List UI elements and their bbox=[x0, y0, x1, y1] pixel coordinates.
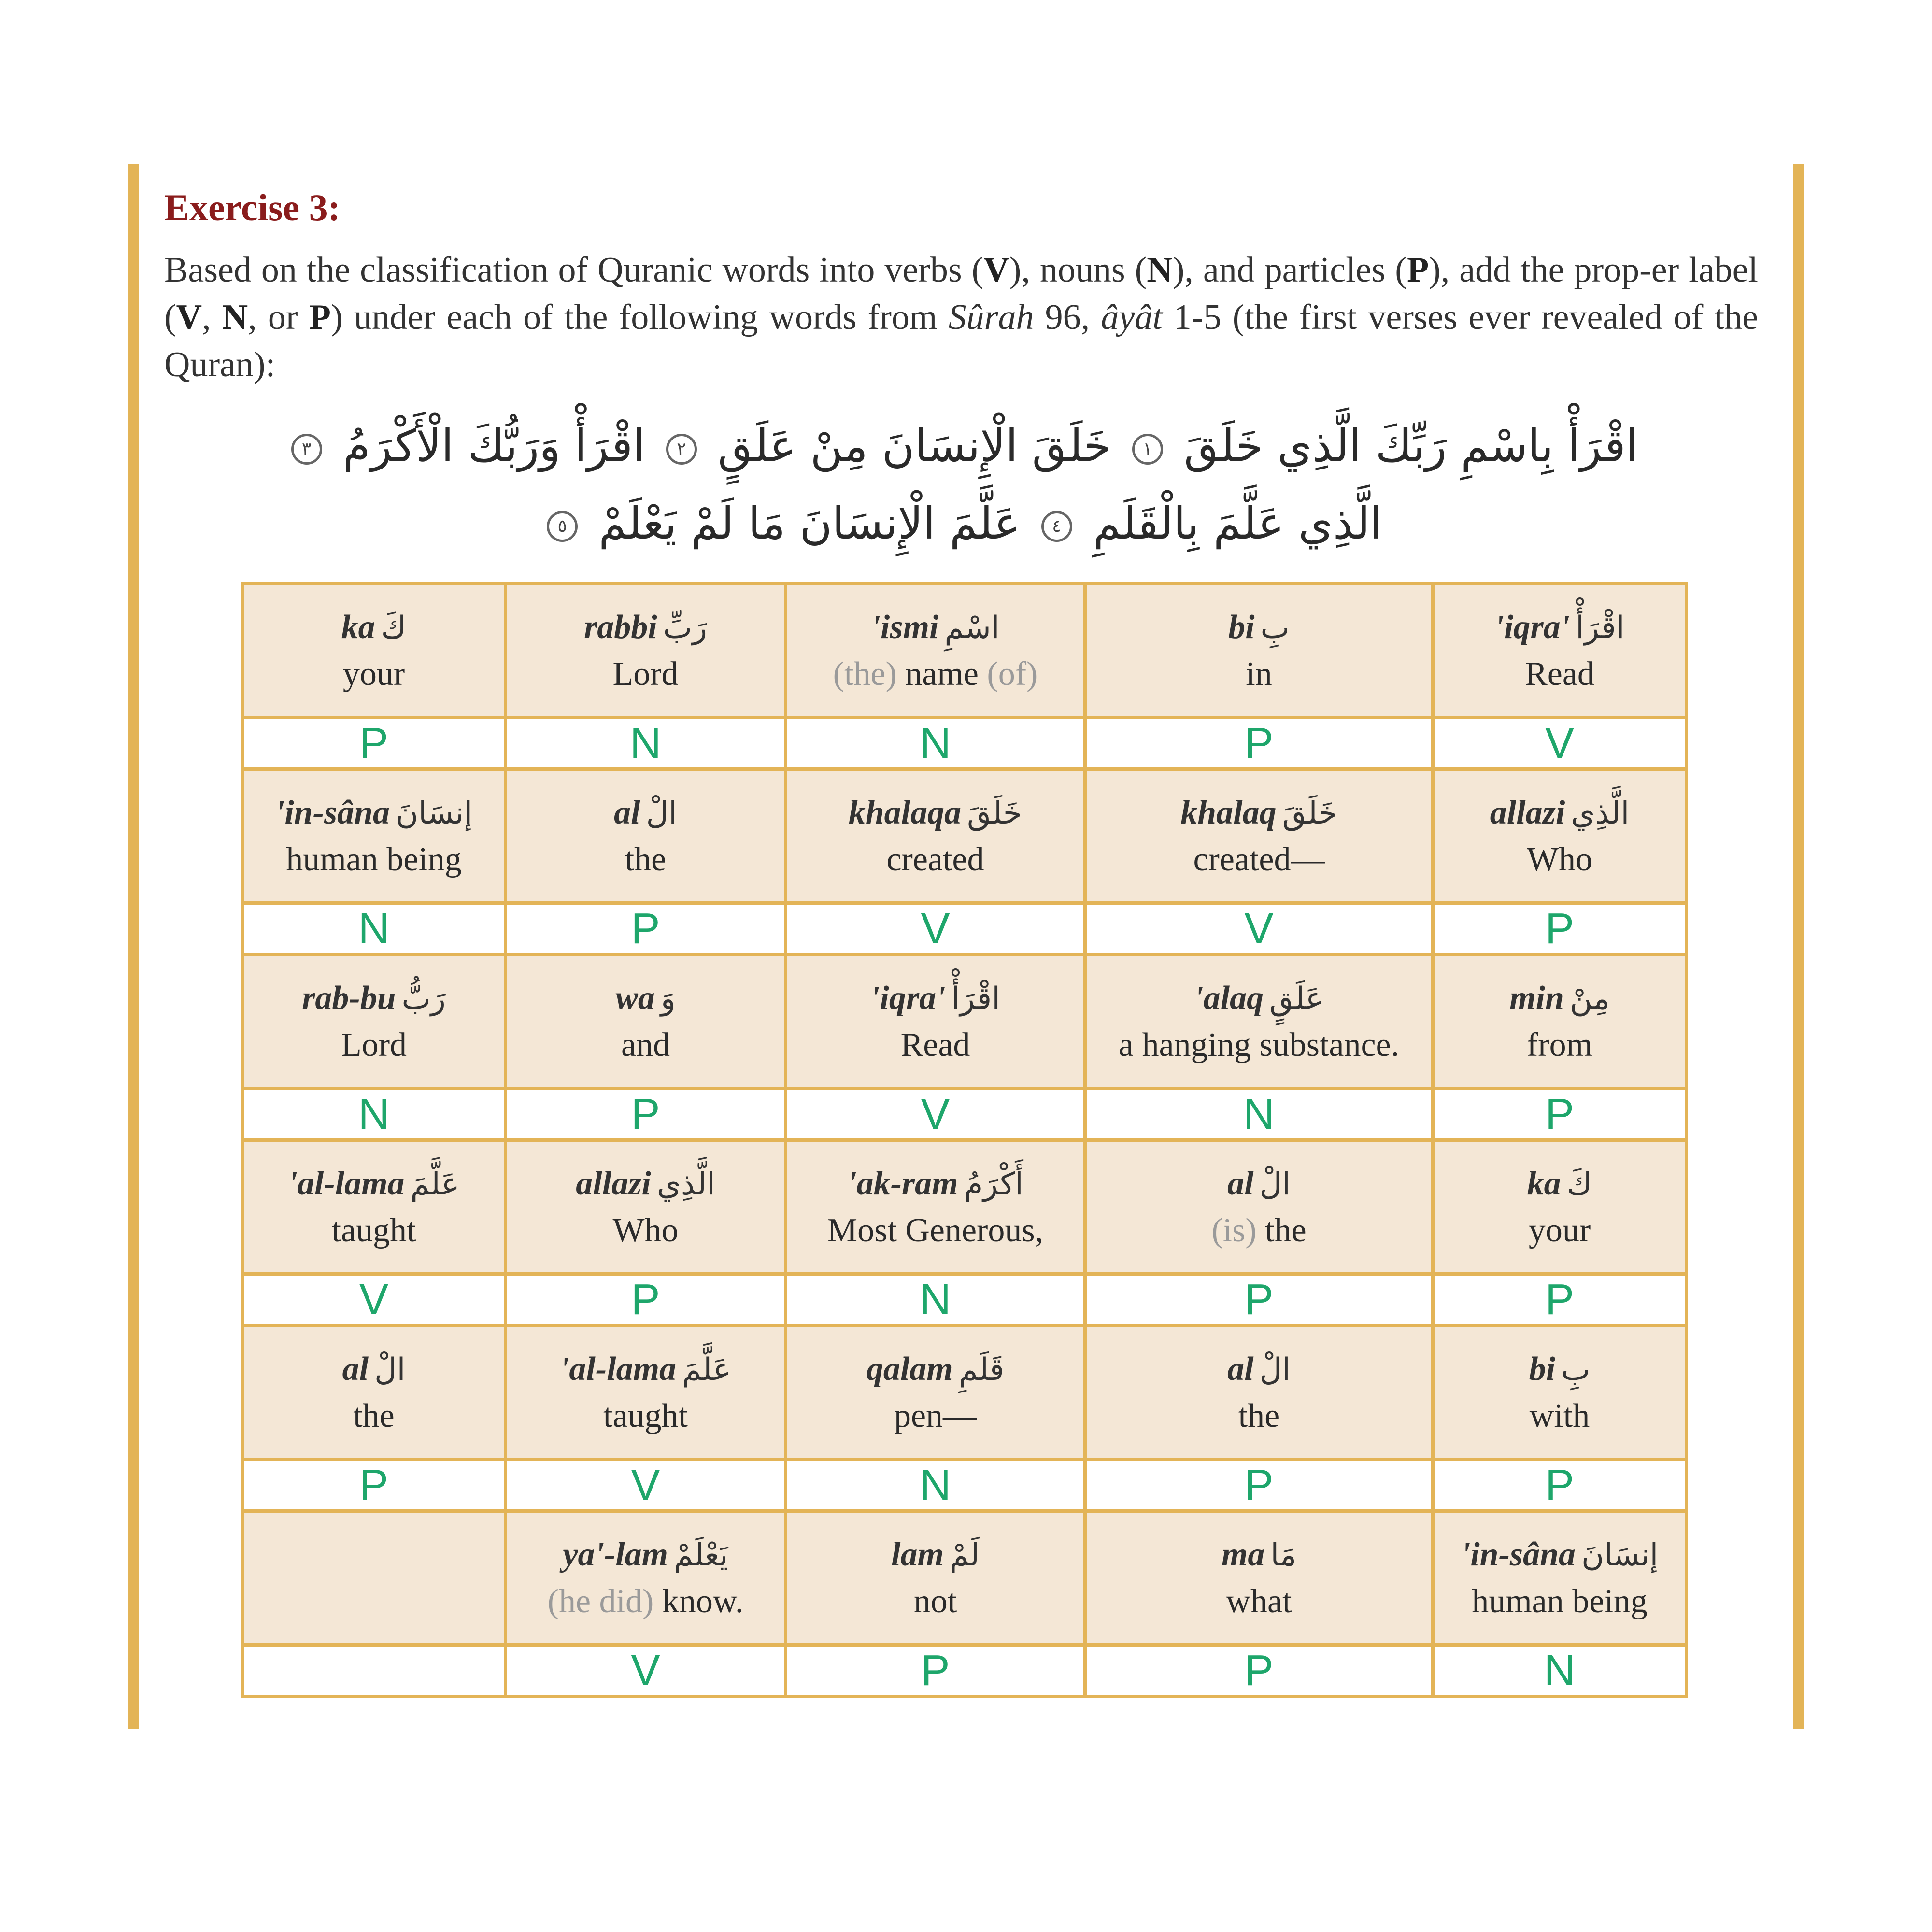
exercise-instructions bbox=[164, 246, 1758, 388]
word-type-label: V bbox=[786, 1089, 1085, 1140]
word-transliteration: allazi bbox=[576, 1165, 651, 1202]
word-transliteration: 'ismi bbox=[871, 608, 939, 646]
meaning-implied-part: (of) bbox=[987, 655, 1038, 693]
exercise-content bbox=[164, 184, 1758, 562]
word-row bbox=[242, 1511, 1687, 1645]
left-frame-line bbox=[128, 164, 139, 1729]
word-transliteration: khalaq bbox=[1180, 794, 1277, 831]
word-arabic: كَ bbox=[1566, 1166, 1592, 1202]
word-type-label: V bbox=[1433, 718, 1687, 769]
word-transliteration: 'ak-ram bbox=[847, 1165, 958, 1202]
word-arabic: الَّذِي bbox=[1571, 795, 1630, 831]
word-meaning bbox=[787, 1022, 1083, 1068]
meaning-part: human being bbox=[286, 840, 462, 878]
word-meaning bbox=[244, 1208, 504, 1254]
meaning-part: the bbox=[353, 1397, 395, 1435]
word-arabic: اقْرَأْ bbox=[1576, 610, 1625, 646]
word-transliteration: rabbi bbox=[584, 608, 657, 646]
meaning-part: Lord bbox=[341, 1026, 407, 1064]
word-cell bbox=[1085, 1140, 1433, 1274]
word-cell bbox=[242, 955, 506, 1089]
word-type-label: P bbox=[1085, 1460, 1433, 1511]
word-cell bbox=[242, 1140, 506, 1274]
word-type-label: N bbox=[242, 903, 506, 955]
word-cell bbox=[1433, 955, 1687, 1089]
word-transliteration-line bbox=[1435, 1161, 1685, 1208]
word-type-label: V bbox=[786, 903, 1085, 955]
word-transliteration: al bbox=[1227, 1350, 1254, 1388]
word-meaning bbox=[1087, 651, 1431, 697]
instruction-particle-abbrev: P bbox=[1406, 250, 1429, 290]
word-type-label: P bbox=[242, 718, 506, 769]
word-arabic: خَلَقَ bbox=[1282, 795, 1337, 831]
word-transliteration-line bbox=[1435, 604, 1685, 651]
word-transliteration: 'al-lama bbox=[559, 1350, 677, 1388]
word-type-label bbox=[242, 1645, 506, 1697]
word-transliteration-line bbox=[507, 1346, 784, 1393]
word-arabic: رَبُّ bbox=[401, 980, 446, 1017]
word-arabic: الْ bbox=[1259, 1166, 1291, 1202]
word-transliteration-line bbox=[507, 1532, 784, 1578]
word-cell bbox=[242, 584, 506, 718]
meaning-part: Who bbox=[1526, 840, 1593, 878]
word-transliteration: ya'-lam bbox=[563, 1535, 668, 1573]
instruction-text: , bbox=[202, 298, 222, 337]
meaning-part: a hanging substance. bbox=[1118, 1026, 1400, 1064]
word-meaning bbox=[507, 651, 784, 697]
word-meaning bbox=[507, 1393, 784, 1439]
word-type-label: P bbox=[1085, 1274, 1433, 1326]
word-meaning bbox=[507, 837, 784, 883]
meaning-implied-part: (he did) bbox=[547, 1582, 654, 1620]
word-meaning bbox=[787, 1393, 1083, 1439]
word-type-label: N bbox=[786, 718, 1085, 769]
word-type-label: P bbox=[1433, 903, 1687, 955]
word-transliteration: 'al-lama bbox=[288, 1165, 405, 1202]
instruction-text: ), and particles ( bbox=[1172, 250, 1407, 290]
word-arabic: إنسَانَ bbox=[396, 795, 473, 831]
word-arabic: قَلَمِ bbox=[958, 1351, 1005, 1388]
word-transliteration: rab-bu bbox=[302, 979, 396, 1017]
quran-verses bbox=[164, 408, 1758, 562]
word-type-label: P bbox=[506, 1089, 786, 1140]
word-classification-table bbox=[241, 582, 1688, 1698]
word-arabic: خَلَقَ bbox=[967, 795, 1023, 831]
meaning-part: your bbox=[342, 655, 405, 693]
verse-line-2 bbox=[164, 485, 1758, 562]
verse-text: عَلَّمَ الْإِنسَانَ مَا لَمْ يَعْلَمْ bbox=[598, 497, 1021, 549]
word-transliteration-line bbox=[244, 975, 504, 1022]
word-transliteration: al bbox=[614, 794, 640, 831]
word-type-label: P bbox=[786, 1645, 1085, 1697]
word-type-label: N bbox=[1085, 1089, 1433, 1140]
word-arabic: اقْرَأْ bbox=[951, 980, 1001, 1017]
meaning-part: Lord bbox=[612, 655, 679, 693]
meaning-part: Most Generous, bbox=[827, 1211, 1044, 1249]
word-meaning bbox=[787, 1208, 1083, 1254]
word-arabic: وَ bbox=[660, 980, 676, 1017]
word-cell bbox=[786, 1511, 1085, 1645]
meaning-part: created bbox=[886, 840, 984, 878]
word-type-label: N bbox=[1433, 1645, 1687, 1697]
meaning-part: your bbox=[1528, 1211, 1591, 1249]
meaning-part: not bbox=[913, 1582, 957, 1620]
instruction-text: ) under each of the following words from bbox=[330, 298, 949, 337]
word-transliteration-line bbox=[787, 975, 1083, 1022]
ayah-number-marker: ٢ bbox=[666, 434, 697, 465]
word-meaning bbox=[1435, 1578, 1685, 1625]
meaning-part: human being bbox=[1472, 1582, 1648, 1620]
word-transliteration-line bbox=[1087, 1532, 1431, 1578]
word-meaning bbox=[1087, 837, 1431, 883]
word-type-label: V bbox=[506, 1645, 786, 1697]
word-cell bbox=[1085, 1511, 1433, 1645]
word-arabic: أَكْرَمُ bbox=[964, 1166, 1023, 1202]
word-arabic: الْ bbox=[374, 1351, 406, 1388]
instruction-text: ), add the prop-er label ( bbox=[164, 250, 1758, 337]
word-row bbox=[242, 584, 1687, 718]
word-arabic: رَبِّ bbox=[663, 610, 707, 646]
word-row bbox=[242, 1140, 1687, 1274]
ayah-number-marker: ١ bbox=[1132, 434, 1163, 465]
word-meaning bbox=[507, 1578, 784, 1625]
word-type-label: P bbox=[506, 1274, 786, 1326]
word-transliteration-line bbox=[244, 604, 504, 651]
word-meaning bbox=[1435, 1208, 1685, 1254]
meaning-part: pen— bbox=[894, 1397, 977, 1435]
word-cell bbox=[1085, 1326, 1433, 1460]
word-transliteration-line bbox=[507, 604, 784, 651]
word-type-label: P bbox=[1433, 1460, 1687, 1511]
word-transliteration-line bbox=[1435, 1532, 1685, 1578]
word-transliteration: 'in-sâna bbox=[1461, 1535, 1576, 1573]
word-arabic: الْ bbox=[646, 795, 677, 831]
verse-text: خَلَقَ الْإِنسَانَ مِنْ عَلَقٍ bbox=[718, 420, 1111, 472]
meaning-implied-part: (the) bbox=[833, 655, 897, 693]
word-arabic: اسْمِ bbox=[944, 610, 1000, 646]
word-meaning bbox=[1435, 1022, 1685, 1068]
word-transliteration-line bbox=[787, 1346, 1083, 1393]
word-type-label: P bbox=[242, 1460, 506, 1511]
meaning-implied-part: (is) bbox=[1211, 1211, 1257, 1249]
word-arabic: لَمْ bbox=[949, 1537, 980, 1573]
meaning-part: in bbox=[1246, 655, 1272, 693]
instruction-ayat: âyât bbox=[1101, 298, 1163, 337]
word-meaning bbox=[1435, 651, 1685, 697]
word-arabic: عَلَّمَ bbox=[410, 1166, 460, 1202]
word-row bbox=[242, 1326, 1687, 1460]
word-arabic: بِ bbox=[1561, 1351, 1591, 1388]
meaning-part: taught bbox=[603, 1397, 688, 1435]
verse-text: الَّذِي عَلَّمَ بِالْقَلَمِ bbox=[1093, 497, 1382, 549]
word-transliteration: qalam bbox=[866, 1350, 953, 1388]
exercise-title: Exercise 3: bbox=[164, 186, 341, 228]
word-cell bbox=[786, 769, 1085, 903]
meaning-part: and bbox=[621, 1026, 670, 1064]
word-type-label: N bbox=[506, 718, 786, 769]
word-transliteration: bi bbox=[1529, 1350, 1556, 1388]
instruction-text: 1-5 (the first verses ever revealed of the Quran): bbox=[164, 298, 1759, 384]
word-meaning bbox=[1435, 837, 1685, 883]
instruction-noun-abbrev: N bbox=[222, 298, 248, 337]
instruction-surah: Sûrah bbox=[948, 298, 1034, 337]
word-meaning bbox=[507, 1022, 784, 1068]
word-meaning bbox=[244, 1393, 504, 1439]
word-meaning bbox=[1435, 1393, 1685, 1439]
word-transliteration: allazi bbox=[1490, 794, 1565, 831]
word-cell bbox=[1433, 584, 1687, 718]
label-row bbox=[242, 1089, 1687, 1140]
word-row bbox=[242, 955, 1687, 1089]
word-transliteration-line bbox=[1435, 790, 1685, 837]
word-transliteration-line bbox=[787, 1161, 1083, 1208]
meaning-part: the bbox=[625, 840, 667, 878]
word-transliteration: khalaqa bbox=[848, 794, 962, 831]
word-type-label: N bbox=[242, 1089, 506, 1140]
word-transliteration-line bbox=[244, 1346, 504, 1393]
word-transliteration: 'in-sâna bbox=[275, 794, 390, 831]
word-transliteration-line bbox=[244, 1161, 504, 1208]
word-transliteration-line bbox=[787, 1532, 1083, 1578]
meaning-part: know. bbox=[653, 1582, 744, 1620]
word-meaning bbox=[244, 651, 504, 697]
verse-text: اقْرَأْ بِاسْمِ رَبِّكَ الَّذِي خَلَقَ bbox=[1184, 420, 1638, 472]
meaning-part: name bbox=[896, 655, 987, 693]
word-cell bbox=[1085, 584, 1433, 718]
word-cell bbox=[1085, 955, 1433, 1089]
word-type-label: P bbox=[1433, 1089, 1687, 1140]
word-transliteration-line bbox=[1087, 1161, 1431, 1208]
word-cell bbox=[786, 584, 1085, 718]
meaning-part: taught bbox=[331, 1211, 416, 1249]
word-arabic: مَا bbox=[1270, 1537, 1297, 1573]
word-arabic: بِ bbox=[1260, 610, 1290, 646]
word-transliteration: ka bbox=[341, 608, 375, 646]
word-transliteration: lam bbox=[891, 1535, 944, 1573]
word-arabic: مِنْ bbox=[1569, 980, 1610, 1017]
ayah-number-marker: ٤ bbox=[1041, 511, 1072, 542]
word-type-label: P bbox=[1085, 718, 1433, 769]
verse-line-1 bbox=[164, 408, 1758, 485]
word-meaning bbox=[1087, 1393, 1431, 1439]
word-transliteration-line bbox=[507, 1161, 784, 1208]
word-type-label: P bbox=[506, 903, 786, 955]
word-transliteration-line bbox=[507, 790, 784, 837]
word-transliteration-line bbox=[507, 975, 784, 1022]
word-type-label: N bbox=[786, 1274, 1085, 1326]
label-row bbox=[242, 903, 1687, 955]
word-transliteration-line bbox=[1087, 975, 1431, 1022]
meaning-part: what bbox=[1226, 1582, 1292, 1620]
word-transliteration: al bbox=[1227, 1165, 1254, 1202]
meaning-part: the bbox=[1256, 1211, 1307, 1249]
word-meaning bbox=[787, 651, 1083, 697]
word-cell bbox=[1085, 769, 1433, 903]
word-transliteration: wa bbox=[615, 979, 655, 1017]
word-cell bbox=[242, 769, 506, 903]
word-transliteration-line bbox=[1087, 790, 1431, 837]
word-arabic: كَ bbox=[381, 610, 407, 646]
word-cell bbox=[506, 1140, 786, 1274]
word-transliteration-line bbox=[1435, 975, 1685, 1022]
word-type-label: V bbox=[506, 1460, 786, 1511]
word-cell bbox=[786, 955, 1085, 1089]
meaning-part: Who bbox=[612, 1211, 679, 1249]
word-transliteration: al bbox=[342, 1350, 369, 1388]
word-meaning bbox=[244, 1022, 504, 1068]
instruction-text: 96, bbox=[1034, 298, 1101, 337]
word-arabic: الْ bbox=[1259, 1351, 1291, 1388]
instruction-text: Based on the classification of Quranic words into verbs ( bbox=[164, 250, 984, 290]
ayah-number-marker: ٥ bbox=[547, 511, 578, 542]
meaning-part: Read bbox=[900, 1026, 970, 1064]
label-row bbox=[242, 1460, 1687, 1511]
word-arabic: إنسَانَ bbox=[1581, 1537, 1659, 1573]
word-cell bbox=[506, 584, 786, 718]
word-transliteration-line bbox=[1435, 1346, 1685, 1393]
word-row bbox=[242, 769, 1687, 903]
word-meaning bbox=[787, 837, 1083, 883]
word-transliteration: 'iqra' bbox=[1494, 608, 1570, 646]
word-arabic: الَّذِي bbox=[656, 1166, 715, 1202]
instruction-verb-abbrev: V bbox=[983, 250, 1009, 290]
label-row bbox=[242, 1274, 1687, 1326]
empty-word-cell bbox=[242, 1511, 506, 1645]
instruction-particle-abbrev: P bbox=[309, 298, 331, 337]
word-transliteration: ka bbox=[1527, 1165, 1561, 1202]
word-meaning bbox=[1087, 1022, 1431, 1068]
word-transliteration-line bbox=[244, 790, 504, 837]
word-arabic: عَلَقٍ bbox=[1269, 980, 1324, 1017]
word-transliteration: min bbox=[1509, 979, 1564, 1017]
word-cell bbox=[786, 1140, 1085, 1274]
verse-text: اقْرَأْ وَرَبُّكَ الْأَكْرَمُ bbox=[342, 420, 645, 472]
word-meaning bbox=[787, 1578, 1083, 1625]
word-type-label: V bbox=[1085, 903, 1433, 955]
word-type-label: V bbox=[242, 1274, 506, 1326]
ayah-number-marker: ٣ bbox=[291, 434, 322, 465]
instruction-text: ), nouns ( bbox=[1009, 250, 1147, 290]
word-transliteration-line bbox=[787, 790, 1083, 837]
meaning-part: Read bbox=[1525, 655, 1594, 693]
label-row bbox=[242, 718, 1687, 769]
word-transliteration-line bbox=[1087, 1346, 1431, 1393]
word-transliteration: bi bbox=[1228, 608, 1255, 646]
word-cell bbox=[1433, 1140, 1687, 1274]
word-arabic: عَلَّمَ bbox=[682, 1351, 732, 1388]
word-transliteration: 'iqra' bbox=[870, 979, 946, 1017]
word-type-label: P bbox=[1085, 1645, 1433, 1697]
word-cell bbox=[506, 769, 786, 903]
word-transliteration: ma bbox=[1221, 1535, 1265, 1573]
word-arabic: يَعْلَمْ bbox=[674, 1537, 728, 1573]
word-transliteration-line bbox=[1087, 604, 1431, 651]
word-type-label: N bbox=[786, 1460, 1085, 1511]
word-transliteration-line bbox=[787, 604, 1083, 651]
word-meaning bbox=[244, 837, 504, 883]
word-cell bbox=[506, 1511, 786, 1645]
label-row bbox=[242, 1645, 1687, 1697]
word-cell bbox=[1433, 769, 1687, 903]
word-cell bbox=[506, 1326, 786, 1460]
meaning-part: created— bbox=[1193, 840, 1325, 878]
word-cell bbox=[786, 1326, 1085, 1460]
instruction-verb-abbrev: V bbox=[176, 298, 202, 337]
word-cell bbox=[506, 955, 786, 1089]
word-meaning bbox=[1087, 1578, 1431, 1625]
right-frame-line bbox=[1793, 164, 1804, 1729]
word-cell bbox=[1433, 1511, 1687, 1645]
meaning-part: the bbox=[1238, 1397, 1280, 1435]
word-meaning bbox=[507, 1208, 784, 1254]
meaning-part: with bbox=[1529, 1397, 1590, 1435]
meaning-part: from bbox=[1526, 1026, 1593, 1064]
instruction-noun-abbrev: N bbox=[1147, 250, 1173, 290]
word-cell bbox=[242, 1326, 506, 1460]
word-cell bbox=[1433, 1326, 1687, 1460]
instruction-text: , or bbox=[248, 298, 309, 337]
word-transliteration: 'alaq bbox=[1194, 979, 1264, 1017]
word-meaning bbox=[1087, 1208, 1431, 1254]
word-type-label: P bbox=[1433, 1274, 1687, 1326]
